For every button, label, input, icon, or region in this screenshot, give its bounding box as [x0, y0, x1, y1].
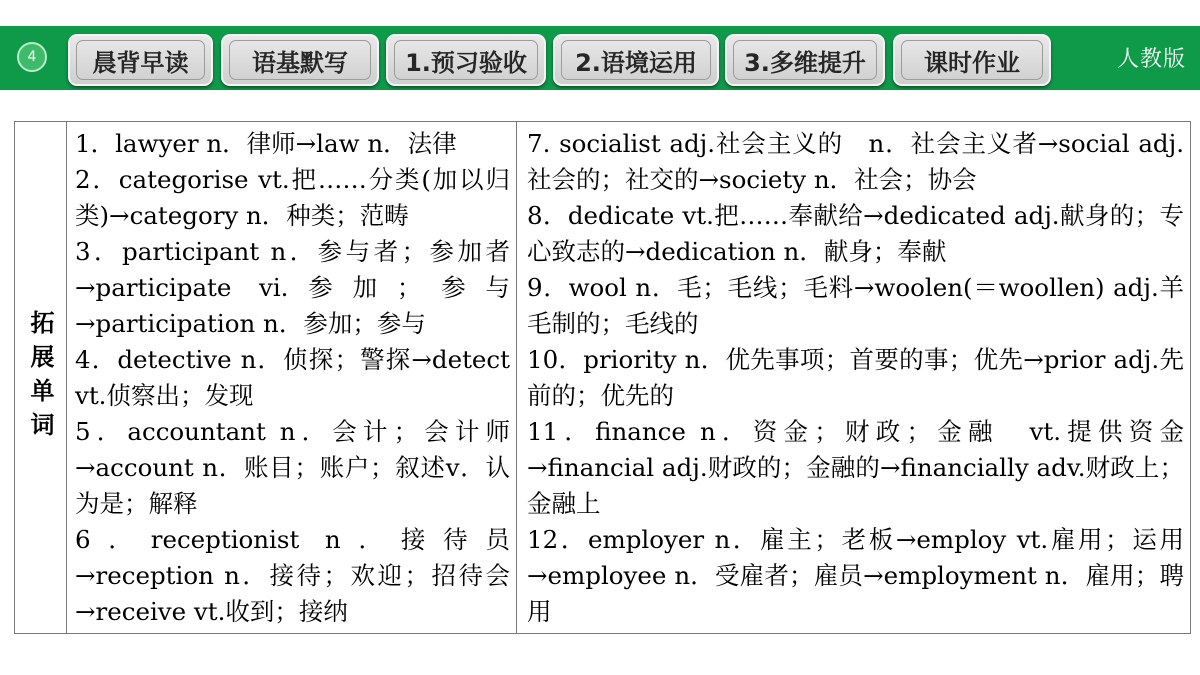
- vocab-entry: 3．participant n．参与者；参加者→participate vi.参加；参与→participation n．参加；参与: [75, 237, 510, 338]
- vocab-entry: 9．wool n．毛；毛线；毛料→woolen(＝woollen) adj.羊毛制的；毛线的: [527, 273, 1184, 338]
- tab-multi-improve[interactable]: 3.多维提升: [725, 34, 885, 86]
- tab-basic-dictation[interactable]: 语基默写: [221, 34, 379, 86]
- page-number-badge: 4: [17, 42, 47, 72]
- right-column: [517, 122, 1190, 633]
- vocabulary-table: [14, 121, 1191, 634]
- vocab-entry: 8．dedicate vt.把……奉献给→dedicated adj.献身的；专心致志的→dedication n．献身；奉献: [527, 201, 1184, 266]
- tab-preview-check[interactable]: 1.预习验收: [386, 34, 546, 86]
- vocab-entry: 10．priority n．优先事项；首要的事；优先→prior adj.先前的；优先的: [527, 345, 1184, 410]
- tab-homework[interactable]: 课时作业: [893, 34, 1051, 86]
- publisher-label: 人教版: [1116, 47, 1186, 72]
- vocab-entry: 5．accountant n．会计；会计师→account n．账目；账户；叙述v．认为是；解释: [75, 417, 510, 518]
- vocab-entry: 6．receptionist n．接待员→reception n．接待；欢迎；招待会→receive vt.收到；接纳: [75, 525, 510, 626]
- vocab-entry: 2．categorise vt.把……分类(加以归类)→category n．种类；范畴: [75, 165, 510, 230]
- vocab-entry: 7. socialist adj.社会主义的 n．社会主义者→social adj.社会的；社交的→society n．社会；协会: [527, 129, 1184, 194]
- tab-morning-reading[interactable]: 晨背早读: [68, 34, 213, 86]
- tab-context-use[interactable]: 2.语境运用: [553, 34, 719, 86]
- left-column: [67, 122, 517, 633]
- top-navigation-bar: [0, 0, 1200, 92]
- vocab-entry: 11．finance n．资金；财政；金融 vt.提供资金→financial adj.财政的；金融的→financially adv.财政上；金融上: [527, 417, 1184, 518]
- table-heading: 拓展单词: [26, 309, 54, 446]
- vocab-entry: 1．lawyer n．律师→law n．法律: [75, 129, 457, 158]
- vocab-entry: 4．detective n．侦探；警探→detect vt.侦察出；发现: [75, 345, 510, 410]
- vocab-entry: 12．employer n．雇主；老板→employ vt.雇用；运用→employee n．受雇者；雇员→employment n．雇用；聘用: [527, 525, 1184, 626]
- table-heading-cell: [15, 122, 67, 633]
